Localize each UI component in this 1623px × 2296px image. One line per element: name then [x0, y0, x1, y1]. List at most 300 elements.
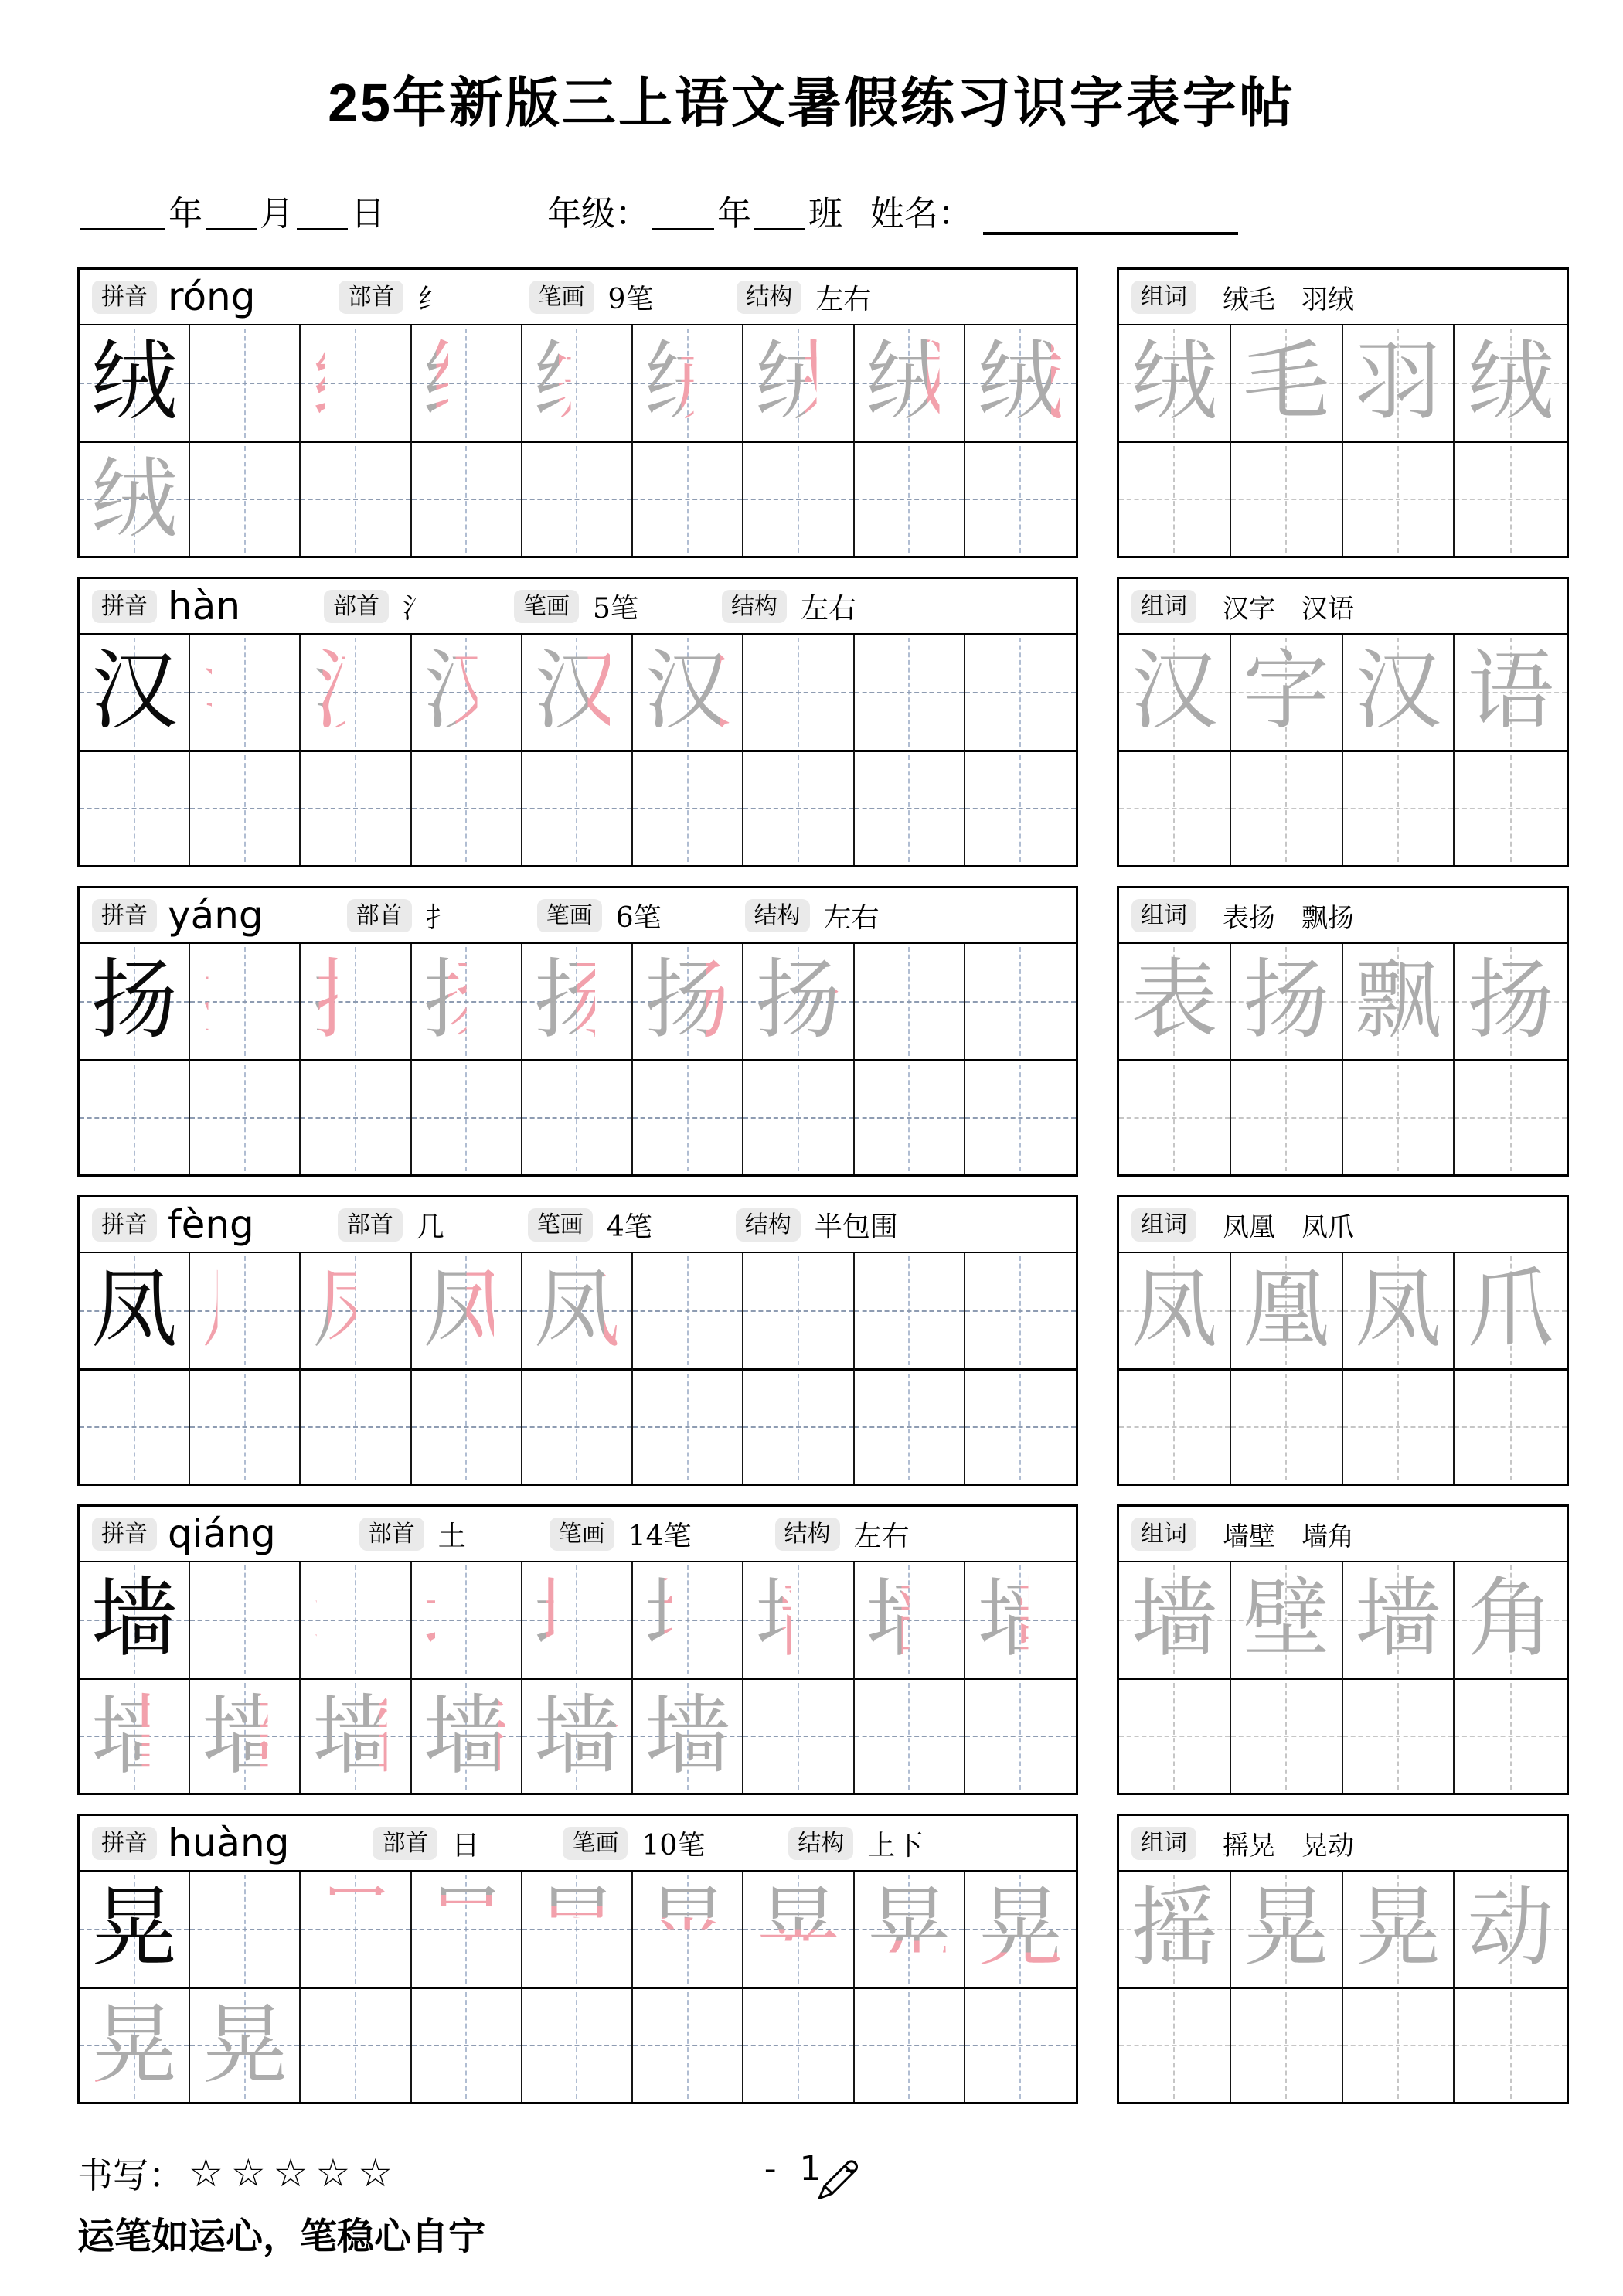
- stroke-cell: [80, 944, 190, 1059]
- stroke-cell: [965, 1253, 1076, 1368]
- stroke-grid: [80, 635, 1076, 865]
- stroke-progress-character: 墙: [301, 1562, 410, 1678]
- stroke-cell: [190, 1872, 301, 1987]
- pinyin-label-chip: 拼音: [92, 1827, 157, 1860]
- stroke-cell: [80, 635, 190, 750]
- word-trace-character: 晃: [1243, 1878, 1330, 1978]
- stroke-cell: [190, 1562, 301, 1678]
- word-trace-character: 晃: [1354, 1878, 1441, 1978]
- stroke-card: [77, 577, 1078, 867]
- stroke-cell: [855, 1562, 965, 1678]
- stroke-cell: [80, 1872, 190, 1987]
- model-character: 墙: [90, 1569, 178, 1669]
- word-trace-character: 壁: [1243, 1569, 1330, 1669]
- stroke-card-header: [80, 1816, 1076, 1872]
- word-trace-character: 飘: [1354, 950, 1441, 1051]
- word-cell: [1119, 1059, 1231, 1174]
- stroke-cell: [633, 1987, 743, 2102]
- stroke-progress-character: 晃: [190, 1872, 299, 1987]
- word-value-2: 墙角: [1301, 1521, 1354, 1552]
- stroke-cell: [855, 1368, 965, 1484]
- stroke-progress-character: 绒: [855, 325, 964, 441]
- stroke-progress-character: 扬: [190, 944, 299, 1059]
- stroke-progress-character: 绒: [522, 325, 631, 441]
- stroke-cell: [743, 1562, 854, 1678]
- stroke-progress-character: 汉: [301, 635, 410, 750]
- stroke-cell: [522, 1562, 633, 1678]
- strokes-value: 5笔: [593, 592, 638, 625]
- blank-field-name: [983, 223, 1238, 235]
- structure-value: 左右: [823, 901, 880, 934]
- writing-label: 书写：: [77, 2155, 184, 2196]
- stroke-cell: [301, 1872, 411, 1987]
- word-trace-character: 爪: [1467, 1259, 1554, 1360]
- word-card-header: [1119, 888, 1567, 944]
- word-trace-character: 凤: [1354, 1259, 1441, 1360]
- character-block: [77, 577, 1569, 867]
- blank-field-month: [206, 219, 257, 230]
- word-trace-character: 凤: [1131, 1259, 1218, 1360]
- stroke-cell: [301, 441, 411, 556]
- stroke-cell: [633, 325, 743, 441]
- stroke-card: [77, 1814, 1078, 2104]
- word-cell: [1343, 1253, 1455, 1368]
- word-cell: [1231, 325, 1343, 441]
- month-label: 月: [260, 194, 294, 233]
- word-cell: [1119, 441, 1231, 556]
- pinyin-label-chip: 拼音: [92, 899, 157, 932]
- word-cell: [1455, 1678, 1567, 1793]
- stroke-progress-character: 绒: [80, 443, 189, 556]
- stroke-cell: [965, 1368, 1076, 1484]
- character-block: [77, 1814, 1569, 2104]
- stroke-cell: [190, 750, 301, 865]
- stroke-cell: [80, 441, 190, 556]
- info-line: [77, 186, 1569, 235]
- stroke-cell: [965, 325, 1076, 441]
- radical-label-chip: 部首: [347, 899, 412, 932]
- stroke-progress-character: 凤: [412, 1253, 521, 1368]
- stroke-progress-character: 汉: [190, 635, 299, 750]
- word-trace-character: 动: [1467, 1878, 1554, 1978]
- stroke-progress-character: 墙: [412, 1562, 521, 1678]
- word-trace-character: 汉: [1131, 641, 1218, 741]
- stroke-cell: [965, 944, 1076, 1059]
- word-trace-character: 字: [1243, 641, 1330, 741]
- word-card-header: [1119, 270, 1567, 325]
- stroke-cell: [633, 1059, 743, 1174]
- word-value-1: 绒毛: [1223, 284, 1275, 315]
- stroke-cell: [80, 1562, 190, 1678]
- stroke-progress-character: 晃: [80, 1989, 189, 2102]
- stroke-cell: [855, 325, 965, 441]
- stroke-cell: [301, 1678, 411, 1793]
- model-character: 绒: [90, 332, 178, 432]
- word-trace-character: 汉: [1354, 641, 1441, 741]
- radical-label-chip: 部首: [324, 590, 389, 623]
- words-label-chip: 组词: [1131, 590, 1196, 623]
- grade-year-label: 年: [717, 194, 751, 233]
- stroke-card-header: [80, 579, 1076, 635]
- stroke-progress-character: 晃: [190, 1989, 299, 2102]
- stroke-cell: [412, 1987, 522, 2102]
- model-character: 晃: [90, 1878, 178, 1978]
- stroke-cell: [743, 1678, 854, 1793]
- stroke-cell: [633, 1368, 743, 1484]
- stroke-progress-character: 绒: [743, 325, 852, 441]
- stroke-cell: [522, 1872, 633, 1987]
- radical-value: 纟: [417, 283, 446, 315]
- word-cell: [1231, 635, 1343, 750]
- strokes-label-chip: 笔画: [529, 281, 594, 314]
- word-cell: [1455, 1562, 1567, 1678]
- stroke-progress-character: 墙: [522, 1562, 631, 1678]
- word-trace-character: 扬: [1243, 950, 1330, 1051]
- grade-label: 年级：: [547, 194, 649, 233]
- stroke-cell: [633, 944, 743, 1059]
- stroke-cell: [190, 1987, 301, 2102]
- word-cell: [1455, 750, 1567, 865]
- word-value-1: 墙壁: [1223, 1521, 1275, 1552]
- word-cell: [1343, 635, 1455, 750]
- structure-value: 半包围: [814, 1211, 898, 1243]
- stroke-progress-character: 凤: [522, 1253, 631, 1368]
- word-cell: [1343, 325, 1455, 441]
- word-grid: [1119, 944, 1567, 1174]
- stroke-progress-character: 凤: [301, 1253, 410, 1368]
- strokes-value: 10笔: [641, 1829, 706, 1862]
- stroke-grid: [80, 944, 1076, 1174]
- word-trace-character: 扬: [1467, 950, 1554, 1051]
- stroke-cell: [633, 1562, 743, 1678]
- stroke-cell: [412, 1368, 522, 1484]
- word-cell: [1455, 1987, 1567, 2102]
- stroke-cell: [743, 1368, 854, 1484]
- stroke-cell: [80, 1987, 190, 2102]
- stroke-cell: [855, 1059, 965, 1174]
- stroke-cell: [190, 1678, 301, 1793]
- stroke-progress-character: 晃: [855, 1872, 964, 1987]
- stroke-progress-character: 墙: [633, 1680, 742, 1793]
- word-card: [1117, 267, 1569, 558]
- stroke-cell: [522, 944, 633, 1059]
- rating-stars: ☆☆☆☆☆: [189, 2151, 401, 2196]
- word-grid: [1119, 1562, 1567, 1793]
- pinyin-label-chip: 拼音: [92, 1518, 157, 1551]
- pinyin-label-chip: 拼音: [92, 281, 157, 314]
- word-cell: [1119, 1987, 1231, 2102]
- structure-label-chip: 结构: [736, 1208, 801, 1242]
- page-number-group: [764, 2149, 863, 2189]
- stroke-progress-character: 汉: [522, 635, 631, 750]
- name-group: [870, 186, 1238, 235]
- stroke-grid: [80, 325, 1076, 556]
- stroke-cell: [965, 1987, 1076, 2102]
- structure-label-chip: 结构: [788, 1827, 853, 1860]
- word-value-1: 凤凰: [1223, 1211, 1275, 1243]
- stroke-progress-character: 扬: [412, 944, 521, 1059]
- word-card: [1117, 1504, 1569, 1795]
- word-cell: [1119, 750, 1231, 865]
- stroke-progress-character: 晃: [412, 1872, 521, 1987]
- stroke-cell: [965, 635, 1076, 750]
- word-trace-character: 凰: [1243, 1259, 1330, 1360]
- stroke-cell: [522, 1253, 633, 1368]
- stroke-cell: [633, 1872, 743, 1987]
- stroke-cell: [190, 1059, 301, 1174]
- stroke-cell: [412, 1253, 522, 1368]
- page-title: 25年新版三上语文暑假练习识字表字帖: [328, 72, 1295, 133]
- word-cell: [1455, 325, 1567, 441]
- stroke-cell: [301, 1253, 411, 1368]
- word-trace-character: 墙: [1354, 1569, 1441, 1669]
- stroke-cell: [80, 750, 190, 865]
- stroke-progress-character: 墙: [522, 1680, 631, 1793]
- word-grid: [1119, 1872, 1567, 2102]
- word-cell: [1119, 944, 1231, 1059]
- stroke-cell: [190, 1368, 301, 1484]
- stroke-cell: [80, 1059, 190, 1174]
- stroke-card-header: [80, 1197, 1076, 1253]
- stroke-cell: [965, 750, 1076, 865]
- stroke-cell: [965, 441, 1076, 556]
- stroke-card-header: [80, 1507, 1076, 1562]
- model-character: 汉: [90, 641, 178, 741]
- character-block: [77, 886, 1569, 1177]
- word-cell: [1455, 441, 1567, 556]
- word-grid: [1119, 325, 1567, 556]
- strokes-value: 9笔: [607, 283, 654, 315]
- word-cell: [1343, 1368, 1455, 1484]
- strokes-value: 6笔: [615, 901, 662, 934]
- stroke-progress-character: 晃: [633, 1872, 742, 1987]
- structure-label-chip: 结构: [745, 899, 810, 932]
- pinyin-label-chip: 拼音: [92, 1208, 157, 1242]
- word-cell: [1343, 1678, 1455, 1793]
- stroke-cell: [855, 1987, 965, 2102]
- stroke-cell: [412, 1872, 522, 1987]
- word-cell: [1231, 1872, 1343, 1987]
- stroke-progress-character: 墙: [855, 1562, 964, 1678]
- word-value-2: 汉语: [1301, 593, 1354, 625]
- stroke-grid: [80, 1253, 1076, 1484]
- name-label: 姓名：: [870, 194, 972, 233]
- word-trace-character: 绒: [1467, 332, 1554, 432]
- word-trace-character: 绒: [1131, 332, 1218, 432]
- radical-value: 日: [451, 1829, 480, 1862]
- strokes-label-chip: 笔画: [550, 1518, 614, 1551]
- words-label-chip: 组词: [1131, 1208, 1196, 1242]
- pinyin-value: róng: [168, 274, 256, 319]
- word-trace-character: 羽: [1354, 332, 1441, 432]
- stroke-cell: [965, 1562, 1076, 1678]
- word-cell: [1231, 441, 1343, 556]
- word-cell: [1119, 1253, 1231, 1368]
- word-cell: [1455, 944, 1567, 1059]
- strokes-label-chip: 笔画: [528, 1208, 593, 1242]
- word-cell: [1231, 1987, 1343, 2102]
- stroke-progress-character: 墙: [633, 1562, 742, 1678]
- stroke-progress-character: 绒: [633, 325, 742, 441]
- words-label-chip: 组词: [1131, 899, 1196, 932]
- stroke-progress-character: 绒: [965, 325, 1076, 441]
- word-cell: [1119, 325, 1231, 441]
- motto-text: 运笔如运心，笔稳心自宁: [77, 2216, 486, 2257]
- word-card: [1117, 1814, 1569, 2104]
- stroke-cell: [522, 325, 633, 441]
- structure-label-chip: 结构: [737, 281, 801, 314]
- stroke-progress-character: 凤: [190, 1253, 299, 1368]
- stroke-cell: [855, 944, 965, 1059]
- word-value-2: 飘扬: [1301, 902, 1354, 934]
- stroke-cell: [190, 441, 301, 556]
- stroke-cell: [965, 1872, 1076, 1987]
- pinyin-label-chip: 拼音: [92, 590, 157, 623]
- pencil-icon: [809, 2151, 865, 2206]
- stroke-card: [77, 1195, 1078, 1486]
- stroke-cell: [743, 750, 854, 865]
- words-label-chip: 组词: [1131, 1827, 1196, 1860]
- stroke-cell: [412, 944, 522, 1059]
- stroke-progress-character: 墙: [743, 1562, 852, 1678]
- word-cell: [1231, 1678, 1343, 1793]
- stroke-cell: [190, 944, 301, 1059]
- pinyin-value: yáng: [168, 893, 264, 938]
- structure-value: 左右: [800, 592, 856, 625]
- stroke-cell: [301, 635, 411, 750]
- stroke-cell: [301, 325, 411, 441]
- stroke-cell: [522, 750, 633, 865]
- stroke-cell: [412, 635, 522, 750]
- stroke-progress-character: 扬: [522, 944, 631, 1059]
- stroke-cell: [301, 1368, 411, 1484]
- word-cell: [1119, 1872, 1231, 1987]
- pinyin-value: qiáng: [168, 1511, 276, 1556]
- stroke-cell: [522, 1368, 633, 1484]
- structure-value: 左右: [853, 1520, 910, 1552]
- word-card-header: [1119, 579, 1567, 635]
- stroke-progress-character: 墙: [190, 1562, 299, 1678]
- word-trace-character: 墙: [1131, 1569, 1218, 1669]
- word-card: [1117, 577, 1569, 867]
- year-label: 年: [168, 194, 202, 233]
- pinyin-value: fèng: [168, 1202, 254, 1247]
- page-number: - 1 -: [764, 2149, 863, 2189]
- stroke-progress-character: 墙: [301, 1680, 410, 1793]
- stroke-progress-character: 墙: [965, 1562, 1076, 1678]
- radical-value: 土: [437, 1520, 466, 1552]
- stroke-cell: [743, 325, 854, 441]
- stroke-cell: [522, 635, 633, 750]
- stroke-cell: [633, 635, 743, 750]
- stroke-progress-character: 墙: [80, 1680, 189, 1793]
- stroke-cell: [743, 1253, 854, 1368]
- word-cell: [1119, 1562, 1231, 1678]
- stroke-cell: [855, 1678, 965, 1793]
- word-cell: [1119, 635, 1231, 750]
- stroke-progress-character: 晃: [522, 1872, 631, 1987]
- stroke-progress-character: 晃: [301, 1872, 410, 1987]
- word-trace-character: 毛: [1243, 332, 1330, 432]
- word-cell: [1343, 441, 1455, 556]
- stroke-cell: [743, 441, 854, 556]
- stroke-progress-character: 墙: [412, 1680, 521, 1793]
- stroke-cell: [80, 1678, 190, 1793]
- pinyin-value: hàn: [168, 584, 241, 629]
- word-cell: [1455, 1059, 1567, 1174]
- stroke-cell: [743, 944, 854, 1059]
- stroke-cell: [412, 441, 522, 556]
- stroke-cell: [855, 441, 965, 556]
- word-trace-character: 语: [1467, 641, 1554, 741]
- day-label: 日: [351, 194, 385, 233]
- word-cell: [1231, 944, 1343, 1059]
- word-cell: [1119, 1368, 1231, 1484]
- stroke-progress-character: 汉: [633, 635, 742, 750]
- stroke-progress-character: 绒: [190, 325, 299, 441]
- stroke-cell: [412, 1562, 522, 1678]
- stroke-cell: [743, 1872, 854, 1987]
- stroke-card: [77, 886, 1078, 1177]
- word-value-2: 凤爪: [1301, 1211, 1354, 1243]
- stroke-cell: [743, 1987, 854, 2102]
- stroke-cell: [743, 1059, 854, 1174]
- word-cell: [1455, 1872, 1567, 1987]
- word-card: [1117, 886, 1569, 1177]
- stroke-cell: [412, 1678, 522, 1793]
- radical-value: 氵: [403, 592, 431, 625]
- word-value-1: 表扬: [1223, 902, 1275, 934]
- stroke-progress-character: 绒: [301, 325, 410, 441]
- word-cell: [1343, 1872, 1455, 1987]
- structure-value: 上下: [867, 1829, 924, 1862]
- stroke-progress-character: 晃: [743, 1872, 852, 1987]
- words-label-chip: 组词: [1131, 281, 1196, 314]
- stroke-cell: [855, 635, 965, 750]
- word-trace-character: 表: [1131, 950, 1218, 1051]
- stroke-progress-character: 墙: [190, 1680, 299, 1793]
- strokes-label-chip: 笔画: [514, 590, 579, 623]
- stroke-progress-character: 扬: [301, 944, 410, 1059]
- character-block: [77, 267, 1569, 558]
- structure-label-chip: 结构: [775, 1518, 840, 1551]
- model-character: 凤: [90, 1259, 178, 1360]
- stroke-cell: [522, 441, 633, 556]
- stroke-progress-character: 扬: [743, 944, 852, 1059]
- stroke-cell: [190, 1253, 301, 1368]
- word-trace-character: 摇: [1131, 1878, 1218, 1978]
- stroke-card: [77, 267, 1078, 558]
- word-grid: [1119, 1253, 1567, 1484]
- blank-field-year: [80, 219, 165, 230]
- structure-label-chip: 结构: [722, 590, 787, 623]
- stroke-cell: [855, 1872, 965, 1987]
- word-cell: [1455, 1253, 1567, 1368]
- stroke-cell: [412, 325, 522, 441]
- word-cell: [1231, 750, 1343, 865]
- stroke-card-header: [80, 888, 1076, 944]
- practice-blocks: [77, 267, 1569, 2104]
- blank-field-grade: [652, 219, 714, 230]
- word-cell: [1343, 1987, 1455, 2102]
- stroke-progress-character: 汉: [412, 635, 521, 750]
- stroke-cell: [412, 750, 522, 865]
- word-card-header: [1119, 1197, 1567, 1253]
- radical-label-chip: 部首: [359, 1518, 424, 1551]
- word-grid: [1119, 635, 1567, 865]
- stroke-cell: [743, 635, 854, 750]
- stroke-cell: [965, 1678, 1076, 1793]
